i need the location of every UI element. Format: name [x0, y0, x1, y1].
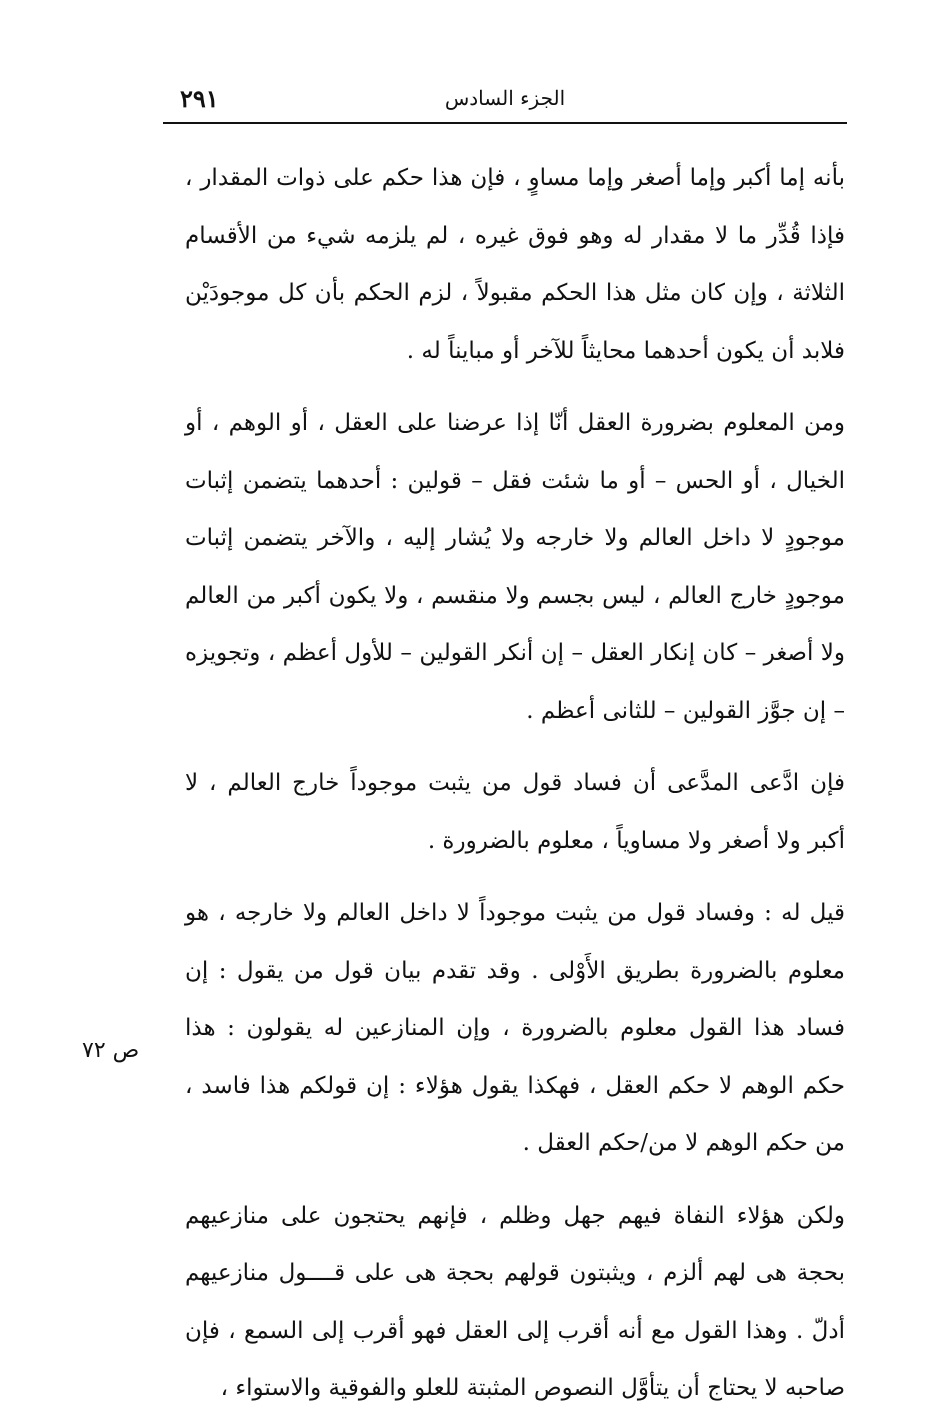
page-number: ٢٩١ [180, 84, 219, 113]
paragraph-4: قيل له : وفساد قول من يثبت موجوداً لا داخل العالم ولا خارجه ، هو معلوم بالضرورة بطريق الأَوْلى . وقد تقدم بيان قول من يقول : إن فساد هذا القول معلوم بالضرورة ، وإن المنازعين له يقولون : هذا حكم الوهم لا حكم العقل ، فهكذا يقول هؤلاء : إن قولكم هذا فاسد ، من حكم الوهم لا من/حكم العقل . [185, 900, 845, 1156]
running-title: الجزء السادس [444, 86, 566, 110]
header-rule [163, 122, 847, 124]
paragraph-2: ومن المعلوم بضرورة العقل أنّا إذا عرضنا على العقل ، أو الوهم ، أو الخيال ، أو الحس – أو ما شئت فقل – قولين : أحدهما يتضمن إثبات موجودٍ لا داخل العالم ولا خارجه ولا يُشار إليه ، والآخر يتضمن إثبات موجودٍ خارج العالم ، ليس بجسم ولا منقسم ، ولا يكون أكبر من العالم ولا أصغر – كان إنكار العقل – إن أنكر القولين – للأول أعظم ، وتجويزه – إن جوَّز القولين – للثانى أعظم . [185, 410, 845, 724]
paragraph-3: فإن ادَّعى المدَّعى أن فساد قول من يثبت موجوداً خارج العالم ، لا أكبر ولا أصغر ولا مساوياً ، معلوم بالضرورة . [185, 770, 845, 854]
body-text [185, 150, 845, 1418]
page-header [160, 84, 850, 120]
paragraph-5: ولكن هؤلاء النفاة فيهم جهل وظلم ، فإنهم يحتجون على منازعيهم بحجة هى لهم ألزم ، ويثبتون قولهم بحجة هى على قــــول منازعيهم أدلّ . وهذا القول مع أنه أقرب إلى العقل فهو أقرب إلى السمع ، فإن صاحبه لا يحتاج أن يتأوَّل النصوص المثبتة للعلو والفوقية والاستواء ، [185, 1202, 845, 1401]
paragraph-1: بأنه إما أكبر وإما أصغر وإما مساوٍ ، فإن هذا حكم على ذوات المقدار ، فإذا قُدِّر ما لا مقدار له وهو فوق غيره ، لم يلزمه شيء من الأقسام الثلاثة ، وإن كان مثل هذا الحكم مقبولاً ، لزم الحكم بأن كل موجودَيْن فلابد أن يكون أحدهما محايثاً للآخر أو مبايناً له . [185, 165, 845, 364]
margin-page-reference: ص ٧٢ [82, 1038, 140, 1063]
